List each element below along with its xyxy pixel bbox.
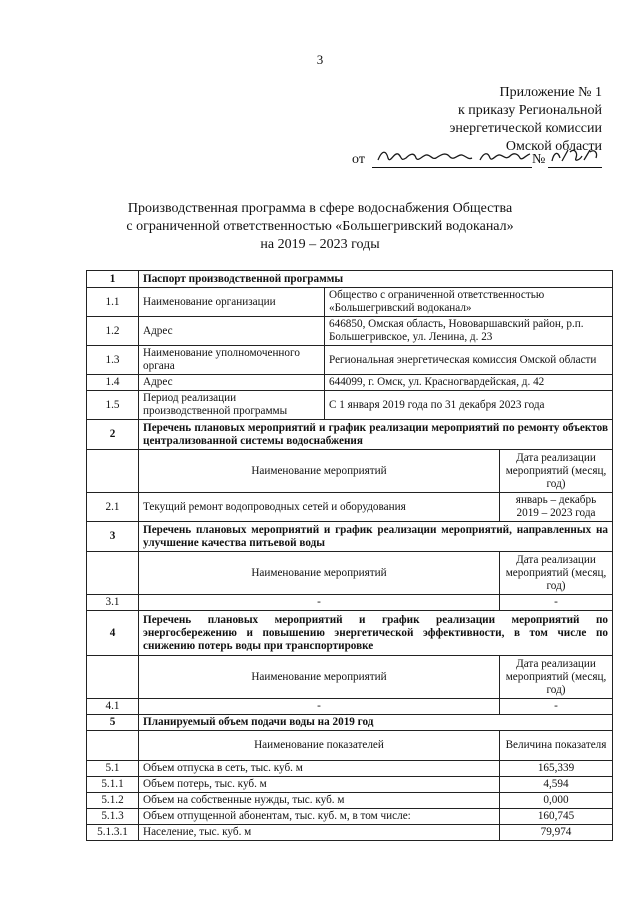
appendix-line-3: энергетической комиссии [449,121,602,136]
row-date: - [500,595,613,611]
row-label: Наименование организации [139,288,325,317]
col-header-indicator: Наименование показателей [139,731,500,761]
table-row [87,825,613,841]
row-date: январь – декабрь 2019 – 2023 года [500,493,613,522]
col-header-date: Дата реализации мероприятий (месяц, год) [500,450,613,493]
row-value: 165,339 [500,761,613,777]
row-label: Адрес [139,317,325,346]
table-row [87,777,613,793]
section-5-header-row [87,715,613,731]
table-row [87,288,613,317]
table-row [87,346,613,375]
empty-cell [87,656,139,699]
table-row [87,493,613,522]
row-number: 1.4 [87,375,139,391]
title-line-2: с ограниченной ответственностью «Большегривский водоканал» [126,219,514,234]
appendix-line-1: Приложение № 1 [499,85,602,100]
empty-cell [87,552,139,595]
row-value: Региональная энергетическая комиссия Омской области [325,346,613,375]
row-number: 5.1.3.1 [87,825,139,841]
row-date: - [500,699,613,715]
row-name: - [139,699,500,715]
production-program-table [86,270,613,841]
order-date-line [352,150,602,172]
section-4-header-row [87,611,613,656]
section-3-number: 3 [87,522,139,552]
col-header-date: Дата реализации мероприятий (месяц, год) [500,656,613,699]
empty-cell [87,450,139,493]
col-header-name: Наименование мероприятий [139,656,500,699]
table-row [87,391,613,420]
row-value: 0,000 [500,793,613,809]
page-number: 3 [316,52,324,67]
order-from-label: от [352,152,365,167]
table-row [87,809,613,825]
row-number: 1.3 [87,346,139,375]
col-header-name: Наименование мероприятий [139,552,500,595]
row-number: 2.1 [87,493,139,522]
section-4-number: 4 [87,611,139,656]
col-header-value: Величина показателя [500,731,613,761]
section-1-number: 1 [87,271,139,288]
row-value: Общество с ограниченной ответственностью «Большегривский водоканал» [325,288,613,317]
section-1-header-row [87,271,613,288]
table-row [87,699,613,715]
col-header-name: Наименование мероприятий [139,450,500,493]
col-header-date: Дата реализации мероприятий (месяц, год) [500,552,613,595]
row-number: 4.1 [87,699,139,715]
handwritten-date-signature [376,146,602,168]
row-label: Наименование уполномоченного органа [139,346,325,375]
section-2-heading: Перечень плановых мероприятий и график реализации мероприятий по ремонту объектов централизованной системы водоснабжения [139,420,613,450]
appendix-line-2: к приказу Региональной [457,103,602,118]
section-5-number: 5 [87,715,139,731]
table-row [87,761,613,777]
section-3-heading: Перечень плановых мероприятий и график реализации мероприятий, направленных на улучшение качества питьевой воды [139,522,613,552]
section-2-header-row [87,420,613,450]
section-2-number: 2 [87,420,139,450]
row-number: 5.1 [87,761,139,777]
row-number: 1.2 [87,317,139,346]
row-number: 1.5 [87,391,139,420]
title-line-1: Производственная программа в сфере водоснабжения Общества [127,201,513,216]
row-value: 160,745 [500,809,613,825]
table-row [87,375,613,391]
section-4-heading: Перечень плановых мероприятий и график реализации мероприятий по энергосбережению и повышению энергетической эффективности, в том числе по снижению потерь воды при транспортировке [139,611,613,656]
title-line-3: на 2019 – 2023 годы [260,237,380,252]
section-5-column-header-row [87,731,613,761]
empty-cell [87,731,139,761]
row-name: - [139,595,500,611]
section-3-column-header-row [87,552,613,595]
row-name: Текущий ремонт водопроводных сетей и оборудования [139,493,500,522]
document-title [0,200,640,254]
row-value: 644099, г. Омск, ул. Красногвардейская, д. 42 [325,375,613,391]
table-row [87,793,613,809]
section-4-column-header-row [87,656,613,699]
row-name: Объем отпущенной абонентам, тыс. куб. м, в том числе: [139,809,500,825]
row-name: Объем отпуска в сеть, тыс. куб. м [139,761,500,777]
order-number-label: № [532,152,546,167]
row-value: 79,974 [500,825,613,841]
row-name: Объем потерь, тыс. куб. м [139,777,500,793]
row-value: С 1 января 2019 года по 31 декабря 2023 года [325,391,613,420]
row-name: Население, тыс. куб. м [139,825,500,841]
row-label: Адрес [139,375,325,391]
section-1-heading: Паспорт производственной программы [139,271,613,288]
table-row [87,595,613,611]
row-value: 646850, Омская область, Нововаршавский район, р.п. Большегривское, ул. Ленина, д. 23 [325,317,613,346]
section-2-column-header-row [87,450,613,493]
row-label: Период реализации производственной программы [139,391,325,420]
row-name: Объем на собственные нужды, тыс. куб. м [139,793,500,809]
row-number: 5.1.1 [87,777,139,793]
section-5-heading: Планируемый объем подачи воды на 2019 год [139,715,613,731]
row-number: 3.1 [87,595,139,611]
row-value: 4,594 [500,777,613,793]
table-row [87,317,613,346]
row-number: 1.1 [87,288,139,317]
row-number: 5.1.2 [87,793,139,809]
row-number: 5.1.3 [87,809,139,825]
appendix-line-4: Омской области [505,139,602,154]
section-3-header-row [87,522,613,552]
